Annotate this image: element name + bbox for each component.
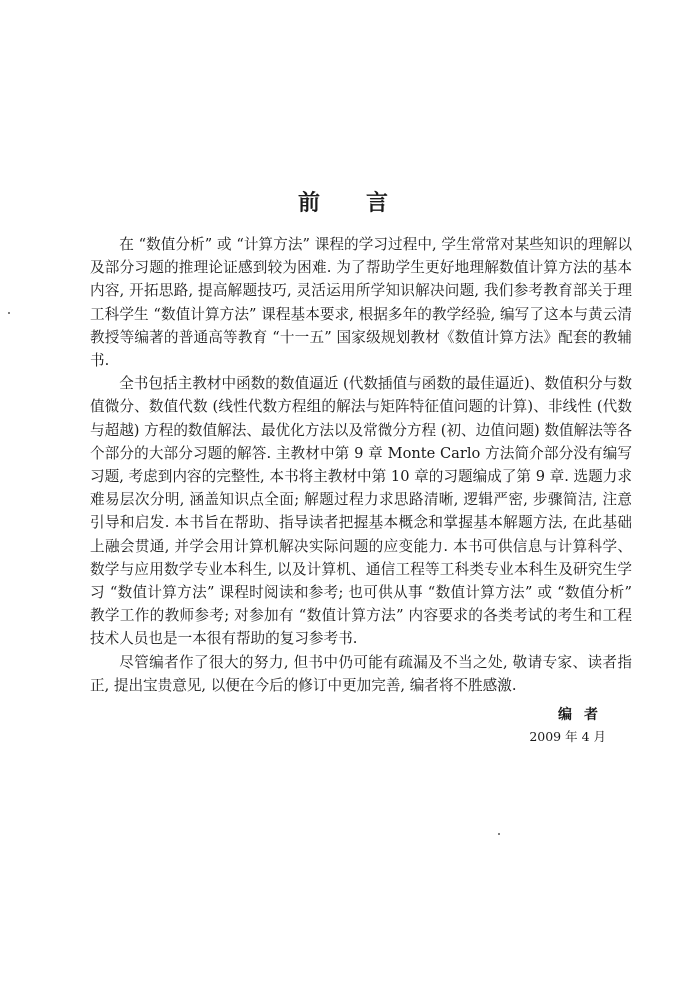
page-title xyxy=(0,186,686,217)
paragraph-2: 全书包括主教材中函数的数值逼近 (代数插值与函数的最佳逼近)、数值积分与数值微分、数值代数 (线性代数方程组的解法与矩阵特征值问题的计算)、非线性 (代数与超越) 方程的数值解法、最优化方法以及常微分方程 (初、边值问题) 数值解法等各个部分的大部分习题的解答. 主教材中第 9 章 Monte Carlo 方法简介部分没有编写习题, 考虑到内容的完整性, 本书将主教材中第 10 章的习题编成了第 9 章. 选题力求难易层次分明, 涵盖知识点全面; 解题过程力求思路清晰, 逻辑严密, 步骤简洁, 注意引导和启发. 本书旨在帮助、指导读者把握基本概念和掌握基本解题方法, 在此基础上融会贯通, 并学会用计算机解决实际问题的应变能力. 本书可供信息与计算科学、数学与应用数学专业本科生, 以及计算机、通信工程等工科类专业本科生及研究生学习 “数值计算方法” 课程时阅读和参考; 也可供从事 “数值计算方法” 或 “数值分析” 教学工作的教师参考; 对参加有 “数值计算方法” 内容要求的各类考试的考生和工程技术人员也是一本很有帮助的复习参考书. xyxy=(90,375,632,648)
paragraph-3: 尽管编者作了很大的努力, 但书中仍可能有疏漏及不当之处, 敬请专家、读者指正, 提出宝贵意见, 以便在今后的修订中更加完善, 编者将不胜感激. xyxy=(90,653,632,694)
scan-speck xyxy=(8,312,10,314)
preface-date: 2009 年 4 月 xyxy=(529,729,606,744)
title-char-1: 前 xyxy=(297,191,320,216)
author-signature: 编者 xyxy=(558,707,610,723)
paragraph-1: 在 “数值分析” 或 “计算方法” 课程的学习过程中, 学生常常对某些知识的理解以及部分习题的推理论证感到较为困难. 为了帮助学生更好地理解数值计算方法的基本内容, 开拓思路, 提高解题技巧, 灵活运用所学知识解决问题, 我们参考教育部关于理工科学生 “数值计算方法” 课程基本要求, 根据多年的教学经验, 编写了这本与黄云清教授等编著的普通高等教育 “十一五” 国家级规划教材《数值计算方法》配套的教辅书. xyxy=(90,236,632,370)
title-char-2: 言 xyxy=(366,191,389,216)
scan-speck xyxy=(498,833,500,835)
preface-body xyxy=(90,233,632,697)
